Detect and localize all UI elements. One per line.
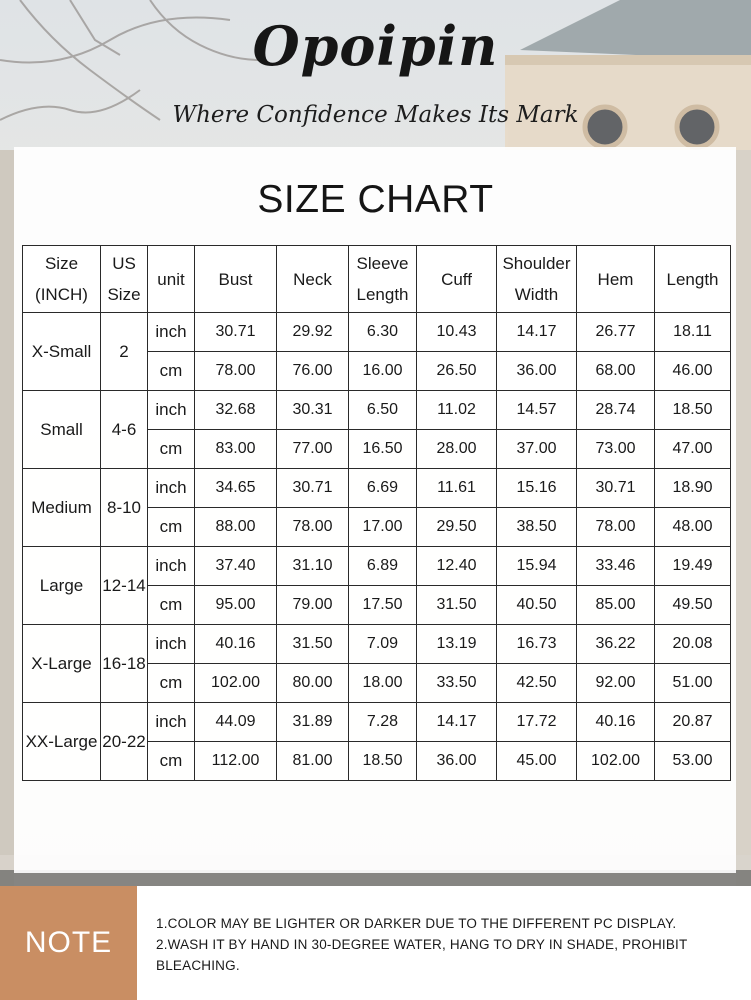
cuff-cell: 10.43 [417, 313, 497, 352]
hem-cell: 102.00 [577, 742, 655, 781]
table-row [23, 391, 731, 430]
length-cell: 19.49 [655, 547, 731, 586]
cuff-cell: 11.02 [417, 391, 497, 430]
us-size-cell: 8-10 [101, 469, 148, 547]
header-bust: Bust [195, 246, 277, 313]
bust-cell: 83.00 [195, 430, 277, 469]
cuff-cell: 26.50 [417, 352, 497, 391]
unit-cell: inch [148, 547, 195, 586]
shoulder-width-cell: 17.72 [497, 703, 577, 742]
size-name-cell: Small [23, 391, 101, 469]
length-cell: 48.00 [655, 508, 731, 547]
cuff-cell: 28.00 [417, 430, 497, 469]
length-cell: 20.87 [655, 703, 731, 742]
unit-cell: cm [148, 742, 195, 781]
size-name-cell: Medium [23, 469, 101, 547]
note-label-text: NOTE [24, 926, 113, 959]
table-row [23, 547, 731, 586]
neck-cell: 31.50 [277, 625, 349, 664]
sleeve-length-cell: 17.00 [349, 508, 417, 547]
cuff-cell: 29.50 [417, 508, 497, 547]
bust-cell: 88.00 [195, 508, 277, 547]
sleeve-length-cell: 6.69 [349, 469, 417, 508]
length-cell: 49.50 [655, 586, 731, 625]
neck-cell: 31.89 [277, 703, 349, 742]
hem-cell: 68.00 [577, 352, 655, 391]
neck-cell: 31.10 [277, 547, 349, 586]
neck-cell: 81.00 [277, 742, 349, 781]
us-size-cell: 12-14 [101, 547, 148, 625]
length-cell: 53.00 [655, 742, 731, 781]
us-size-cell: 2 [101, 313, 148, 391]
size-name-cell: Large [23, 547, 101, 625]
header-neck: Neck [277, 246, 349, 313]
us-size-cell: 16-18 [101, 625, 148, 703]
length-cell: 18.90 [655, 469, 731, 508]
brand-logo: Opoipin [252, 14, 499, 78]
shoulder-width-cell: 15.16 [497, 469, 577, 508]
unit-cell: cm [148, 586, 195, 625]
bust-cell: 37.40 [195, 547, 277, 586]
sleeve-length-cell: 16.00 [349, 352, 417, 391]
unit-cell: cm [148, 508, 195, 547]
bust-cell: 102.00 [195, 664, 277, 703]
hem-cell: 26.77 [577, 313, 655, 352]
unit-cell: cm [148, 430, 195, 469]
hem-cell: 73.00 [577, 430, 655, 469]
header-size: Size (INCH) [23, 246, 101, 313]
size-name-cell: XX-Large [23, 703, 101, 781]
neck-cell: 29.92 [277, 313, 349, 352]
header-sleeve-length: Sleeve Length [349, 246, 417, 313]
bust-cell: 34.65 [195, 469, 277, 508]
unit-cell: inch [148, 313, 195, 352]
size-name-cell: X-Small [23, 313, 101, 391]
hem-cell: 28.74 [577, 391, 655, 430]
unit-cell: inch [148, 469, 195, 508]
bust-cell: 112.00 [195, 742, 277, 781]
sleeve-length-cell: 6.30 [349, 313, 417, 352]
size-name-cell: X-Large [23, 625, 101, 703]
sleeve-length-cell: 18.00 [349, 664, 417, 703]
header-unit: unit [148, 246, 195, 313]
cuff-cell: 33.50 [417, 664, 497, 703]
hem-cell: 33.46 [577, 547, 655, 586]
cuff-cell: 36.00 [417, 742, 497, 781]
cuff-cell: 13.19 [417, 625, 497, 664]
bust-cell: 30.71 [195, 313, 277, 352]
unit-cell: inch [148, 625, 195, 664]
hem-cell: 30.71 [577, 469, 655, 508]
sleeve-length-cell: 18.50 [349, 742, 417, 781]
hem-cell: 92.00 [577, 664, 655, 703]
header-shoulder-width: Shoulder Width [497, 246, 577, 313]
unit-cell: cm [148, 352, 195, 391]
header-length: Length [655, 246, 731, 313]
bust-cell: 44.09 [195, 703, 277, 742]
neck-cell: 30.31 [277, 391, 349, 430]
hem-cell: 85.00 [577, 586, 655, 625]
length-cell: 18.50 [655, 391, 731, 430]
sleeve-length-cell: 7.09 [349, 625, 417, 664]
cuff-cell: 11.61 [417, 469, 497, 508]
sleeve-length-cell: 17.50 [349, 586, 417, 625]
shoulder-width-cell: 36.00 [497, 352, 577, 391]
unit-cell: inch [148, 703, 195, 742]
table-row [23, 625, 731, 664]
size-chart-table [22, 245, 731, 781]
table-row [23, 703, 731, 742]
brand-tagline: Where Confidence Makes Its Mark [172, 102, 579, 128]
bust-cell: 78.00 [195, 352, 277, 391]
bust-cell: 32.68 [195, 391, 277, 430]
cuff-cell: 12.40 [417, 547, 497, 586]
us-size-cell: 20-22 [101, 703, 148, 781]
neck-cell: 77.00 [277, 430, 349, 469]
sleeve-length-cell: 7.28 [349, 703, 417, 742]
shoulder-width-cell: 38.50 [497, 508, 577, 547]
us-size-cell: 4-6 [101, 391, 148, 469]
length-cell: 20.08 [655, 625, 731, 664]
hem-cell: 40.16 [577, 703, 655, 742]
note-label [0, 886, 137, 1000]
neck-cell: 76.00 [277, 352, 349, 391]
shoulder-width-cell: 40.50 [497, 586, 577, 625]
hem-cell: 78.00 [577, 508, 655, 547]
shoulder-width-cell: 14.17 [497, 313, 577, 352]
unit-cell: cm [148, 664, 195, 703]
neck-cell: 30.71 [277, 469, 349, 508]
length-cell: 46.00 [655, 352, 731, 391]
length-cell: 47.00 [655, 430, 731, 469]
sleeve-length-cell: 16.50 [349, 430, 417, 469]
note-line-wash: 2.WASH IT BY HAND IN 30-DEGREE WATER, HANG TO DRY IN SHADE, PROHIBIT BLEACHING. [156, 937, 688, 973]
sleeve-length-cell: 6.50 [349, 391, 417, 430]
shoulder-width-cell: 14.57 [497, 391, 577, 430]
bust-cell: 95.00 [195, 586, 277, 625]
cuff-cell: 14.17 [417, 703, 497, 742]
header-cuff: Cuff [417, 246, 497, 313]
size-chart-title: SIZE CHART [257, 178, 494, 221]
shoulder-width-cell: 15.94 [497, 547, 577, 586]
note-line-color: 1.COLOR MAY BE LIGHTER OR DARKER DUE TO THE DIFFERENT PC DISPLAY. [156, 916, 677, 931]
shoulder-width-cell: 16.73 [497, 625, 577, 664]
length-cell: 18.11 [655, 313, 731, 352]
header-hem: Hem [577, 246, 655, 313]
unit-cell: inch [148, 391, 195, 430]
table-row [23, 313, 731, 352]
shoulder-width-cell: 42.50 [497, 664, 577, 703]
cuff-cell: 31.50 [417, 586, 497, 625]
table-header-row [23, 246, 731, 313]
neck-cell: 80.00 [277, 664, 349, 703]
hem-cell: 36.22 [577, 625, 655, 664]
neck-cell: 78.00 [277, 508, 349, 547]
shoulder-width-cell: 37.00 [497, 430, 577, 469]
header-us-size: US Size [101, 246, 148, 313]
table-row [23, 469, 731, 508]
bust-cell: 40.16 [195, 625, 277, 664]
note-text [156, 913, 736, 976]
shoulder-width-cell: 45.00 [497, 742, 577, 781]
sleeve-length-cell: 6.89 [349, 547, 417, 586]
length-cell: 51.00 [655, 664, 731, 703]
neck-cell: 79.00 [277, 586, 349, 625]
